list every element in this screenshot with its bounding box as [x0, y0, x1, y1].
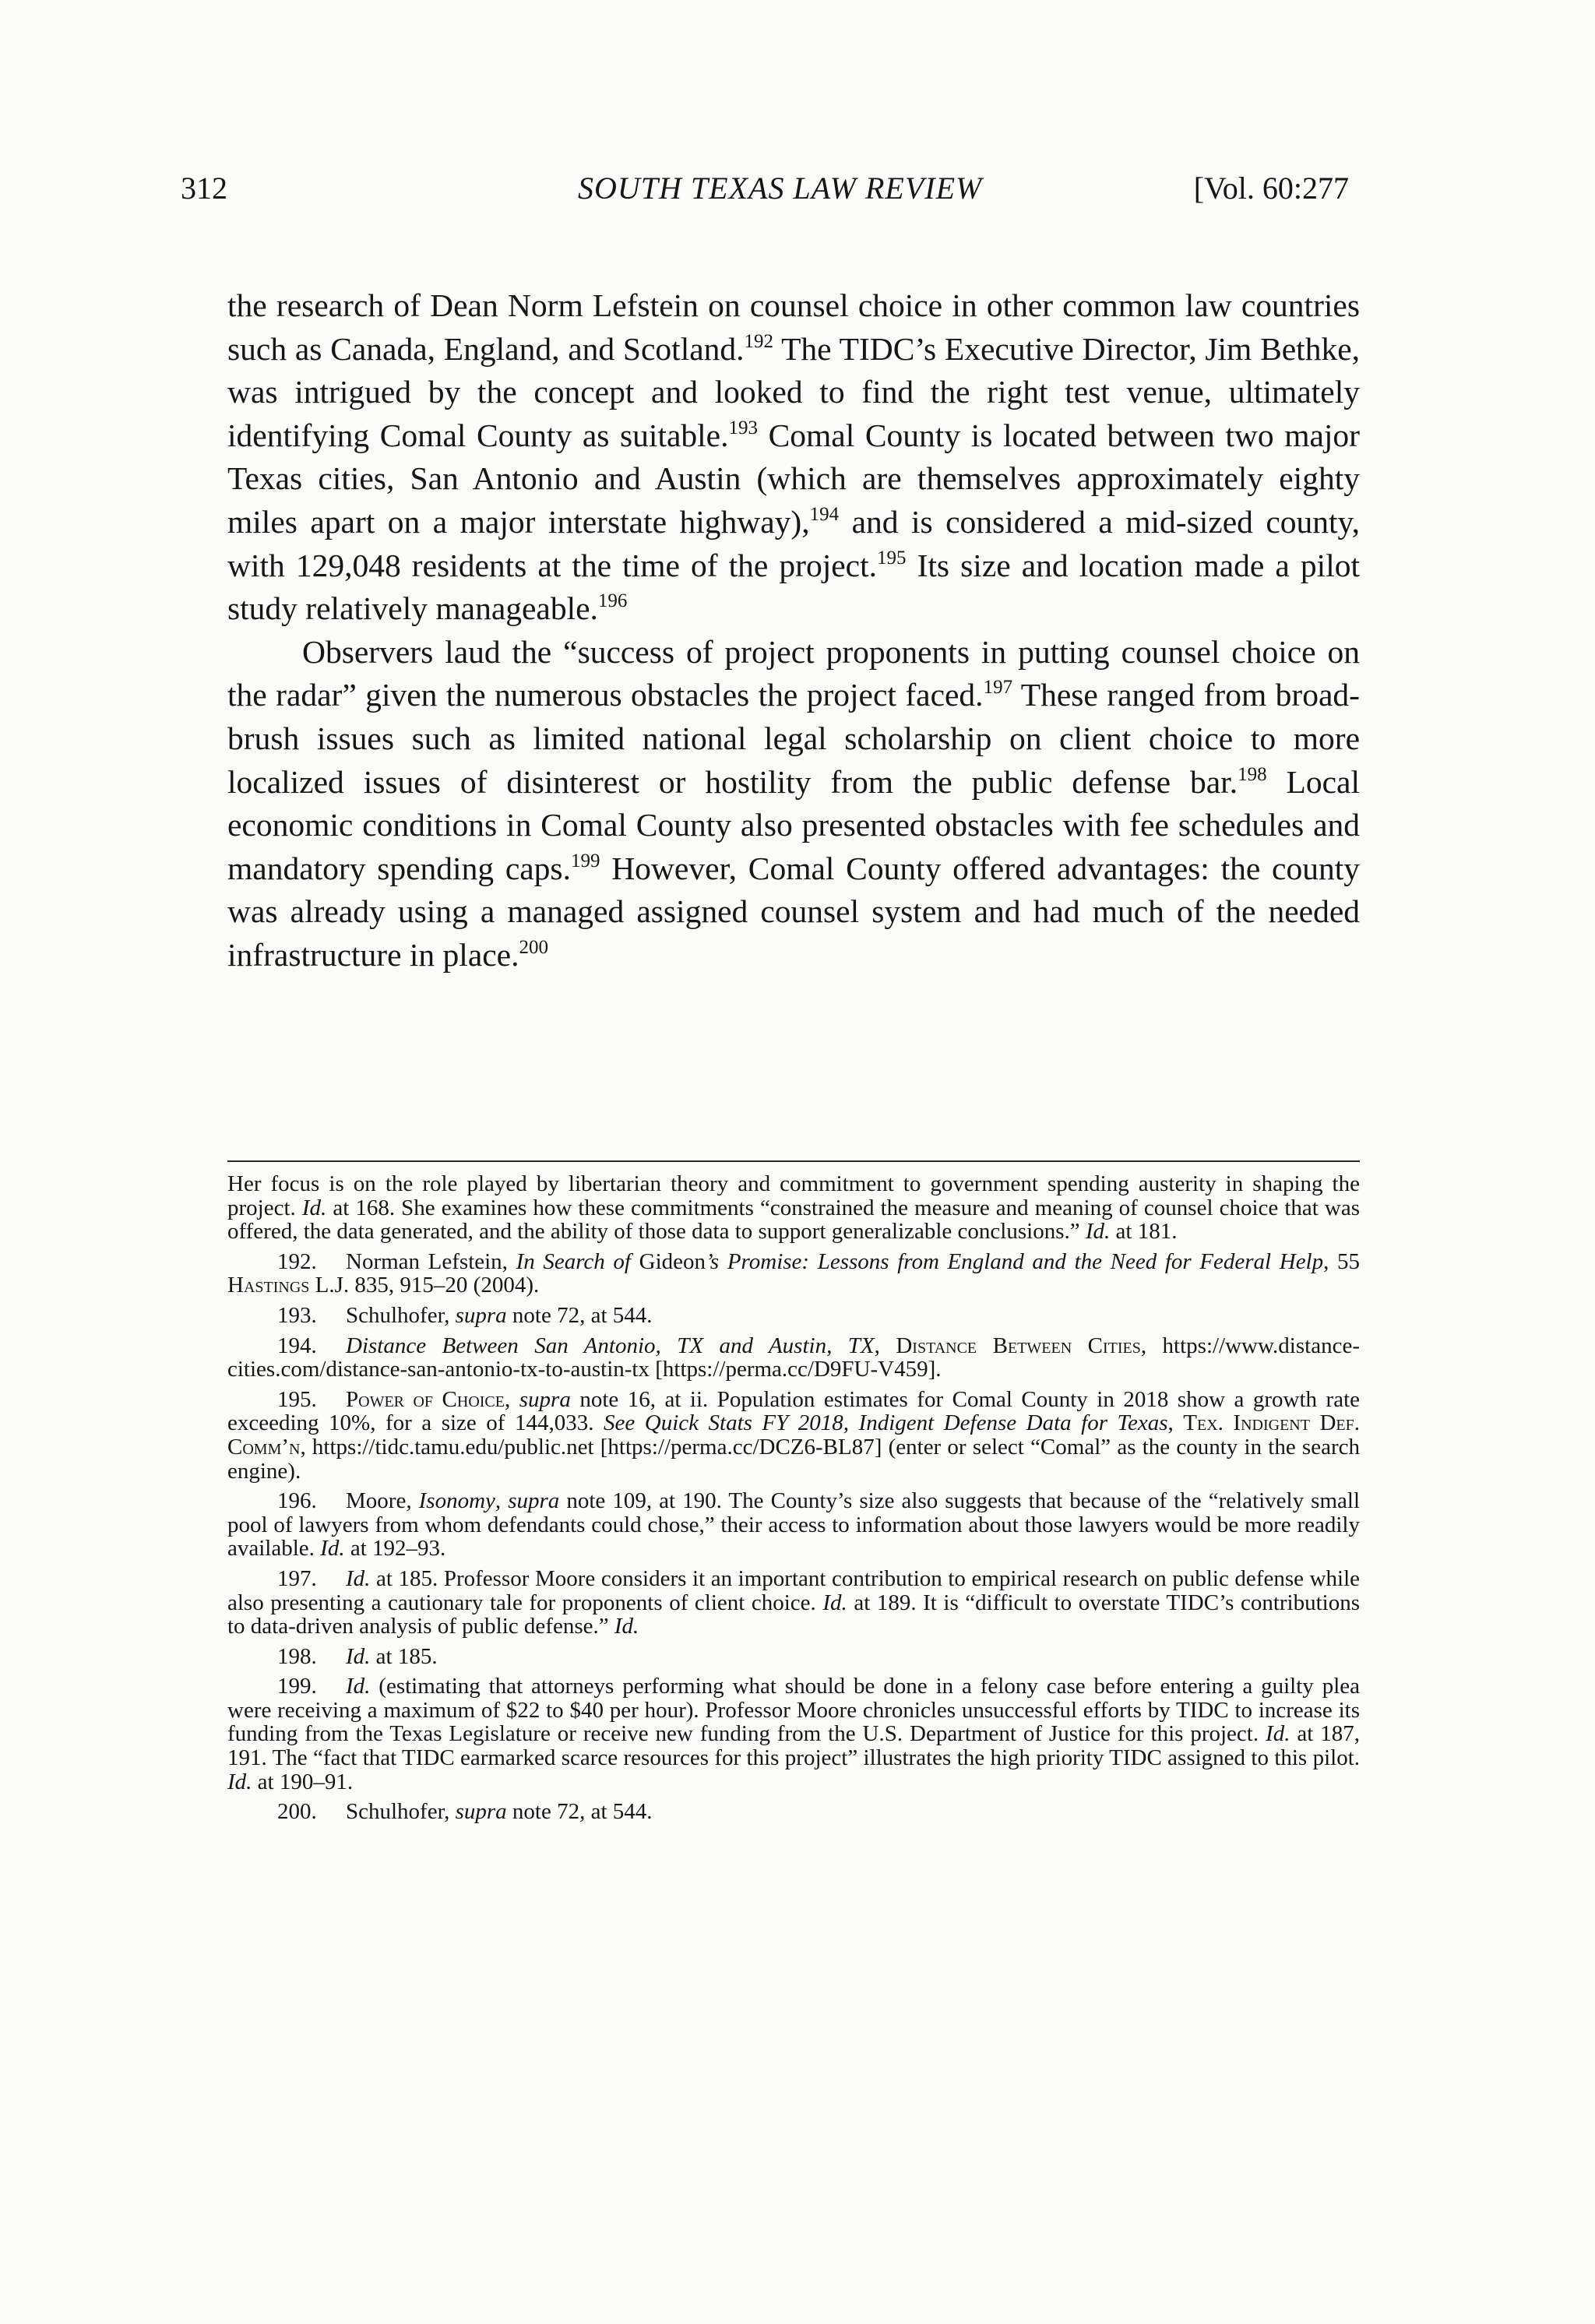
text-run: Norman Lefstein, [346, 1248, 516, 1274]
footnote-ref-196: 196 [597, 590, 628, 612]
text-run: supra [508, 1488, 560, 1514]
text-run: Id. [227, 1769, 252, 1794]
text-run: See Quick Stats FY 2018, Indigent Defense Data for Texas [604, 1410, 1168, 1436]
text-run: Her focus is on the role played by libertarian theory and commitment to government spending austerity in shaping the project. [227, 1171, 1360, 1220]
text-run: Id. [614, 1614, 639, 1639]
text-run: The TIDC’s Executive Director, Jim Bethke, was intrigued by the concept and looked to find the right test venue, ultimately identifying Comal County as suitable. [227, 330, 1361, 453]
text-run: and is considered a mid-sized county, with 129,048 residents at the time of the project. [227, 503, 1360, 583]
text-run: supra [455, 1799, 507, 1825]
footnote-194 [227, 1334, 1360, 1382]
text-run: supra [519, 1386, 571, 1412]
footnote-193 [227, 1304, 1360, 1328]
main-text [227, 284, 1360, 977]
text-run: Id. [346, 1565, 371, 1591]
footnote-199 [227, 1674, 1360, 1794]
footnote-197 [227, 1567, 1360, 1639]
text-run: the research of Dean Norm Lefstein on counsel choice in other common law countries such as Canada, England, and Scotland. [227, 287, 1360, 367]
footnote-divider [227, 1160, 1360, 1162]
footnote-192 [227, 1250, 1360, 1298]
text-run: Schulhofer, [346, 1302, 456, 1328]
text-run: 196. [277, 1488, 317, 1514]
footnote-ref-200: 200 [519, 936, 548, 958]
footnote-ref-197: 197 [983, 677, 1013, 699]
text-run: L.J. 835, 915–20 (2004). [309, 1273, 540, 1298]
text-run: note 72, at 544. [506, 1799, 653, 1825]
text-run: Distance Between San Antonio, TX and Austin, TX [346, 1333, 875, 1358]
footnote-continued [227, 1172, 1360, 1244]
text-run: 194. [277, 1333, 317, 1358]
text-run: 200. [277, 1799, 317, 1825]
footnote-ref-199: 199 [570, 850, 600, 872]
footnote-195 [227, 1388, 1360, 1483]
footnote-200 [227, 1800, 1360, 1824]
journal-title: SOUTH TEXAS LAW REVIEW [578, 171, 983, 206]
text-run: Id. [1085, 1219, 1111, 1245]
page-number: 312 [181, 171, 227, 206]
text-run: 193. [277, 1302, 317, 1328]
text-run: at 189. It is “difficult to overstate TIDC’s contributions to data-driven analysis of public defense.” [227, 1590, 1361, 1639]
footnote-ref-192: 192 [744, 330, 774, 352]
text-run: at 192–93. [344, 1536, 446, 1562]
text-run: ’s Promise: Lessons from England and the Need for Federal Help [706, 1248, 1324, 1274]
text-run: at 168. She examines how these commitments “constrained the measure and meaning of counsel choice that was offered, the data generated, and the ability of those data to support generalizable conclusions.” [227, 1195, 1360, 1245]
text-run: , [505, 1386, 519, 1412]
text-run: However, Comal County offered advantages: the county was already using a managed assigned counsel system and had much of the needed infrastructure in place. [227, 850, 1360, 973]
text-run: Id. [346, 1643, 371, 1669]
text-run: 197. [277, 1565, 317, 1591]
text-run: 199. [277, 1674, 317, 1699]
text-run: Gideon [639, 1248, 706, 1274]
text-run: Isonomy [418, 1488, 495, 1514]
footnote-196 [227, 1489, 1360, 1561]
text-run: Its size and location made a pilot study relatively manageable. [227, 547, 1361, 627]
text-run: at 185. [370, 1643, 438, 1669]
text-run: In Search of [516, 1248, 639, 1274]
text-run: 195. [277, 1386, 317, 1412]
text-run: Schulhofer, [346, 1799, 456, 1825]
footnote-ref-198: 198 [1238, 763, 1267, 785]
text-run: note 16, at ii. Population estimates for Comal County in 2018 show a growth rate exceeding 10%, for a size of 144,033. [227, 1386, 1361, 1436]
text-run: Tex. Indigent Def. Comm’n [227, 1410, 1360, 1460]
text-run: Id. [1266, 1721, 1290, 1747]
text-run: These ranged from broad-brush issues such as limited national legal scholarship on client choice to more localized issues of disinterest or hostility from the public defense bar. [227, 677, 1360, 800]
footnote-ref-195: 195 [877, 547, 907, 569]
text-run: , [495, 1488, 509, 1514]
running-header [181, 165, 1349, 212]
text-run: Moore, [346, 1488, 419, 1514]
text-run: at 187, 191. The “fact that TIDC earmarked scarce resources for this project” illustrates the high priority TIDC assigned to this pilot. [227, 1721, 1360, 1771]
text-run: Comal County is located between two major Texas cities, San Antonio and Austin (which are themselves approximately eighty miles apart on a major interstate highway), [227, 417, 1360, 540]
text-run: 198. [277, 1643, 317, 1669]
text-run: Hastings [227, 1273, 310, 1298]
volume-citation: [Vol. 60:277 [1193, 171, 1349, 206]
text-run: Id. [346, 1674, 371, 1699]
text-run: Observers laud the “success of project proponents in putting counsel choice on the radar” given the numerous obstacles the project faced. [227, 633, 1360, 713]
text-run: note 72, at 544. [506, 1302, 653, 1328]
text-run: (estimating that attorneys performing what should be done in a felony case before entering a guilty plea were receiving a maximum of $22 to $40 per hour). Professor Moore chronicles unsuccessful efforts by TIDC to increase its funding from the Texas Legislature or receive new funding from the U.S. Department of Justice for this project. [227, 1674, 1360, 1747]
text-run: , https://tidc.tamu.edu/public.net [https://perma.cc/DCZ6-BL87] (enter or select “Comal” as the county in the search engine). [227, 1434, 1360, 1484]
text-run: Power of Choice [346, 1386, 505, 1412]
text-run: Local economic conditions in Comal County also presented obstacles with fee schedules and mandatory spending caps. [227, 763, 1360, 886]
footnotes [227, 1172, 1360, 1830]
text-run: Distance Between Cities [896, 1333, 1141, 1358]
text-run: Id. [301, 1195, 327, 1220]
text-run: , 55 [1323, 1248, 1361, 1274]
text-run: at 185. Professor Moore considers it an important contribution to empirical research on public defense while also presenting a cautionary tale for proponents of client choice. [227, 1565, 1360, 1615]
paragraph-2 [227, 631, 1360, 977]
text-run: at 190–91. [252, 1769, 354, 1794]
text-run: at 181. [1110, 1219, 1178, 1245]
text-run: Id. [822, 1590, 847, 1615]
text-run: , [874, 1333, 896, 1358]
text-run: Id. [320, 1536, 345, 1562]
footnote-198 [227, 1645, 1360, 1669]
text-run: , https://www.distance-cities.com/distance-san-antonio-tx-to-austin-tx [https://perma.cc/D9FU-V459]. [227, 1333, 1360, 1382]
footnote-ref-194: 194 [809, 503, 840, 525]
text-run: , [1167, 1410, 1184, 1436]
footnote-ref-193: 193 [728, 417, 758, 438]
paragraph-1 [227, 284, 1360, 631]
text-run: note 109, at 190. The County’s size also suggests that because of the “relatively small pool of lawyers from whom defendants could chose,” their access to information about those lawyers would be more readily available. [227, 1488, 1360, 1562]
text-run: supra [455, 1302, 507, 1328]
text-run: 192. [277, 1248, 317, 1274]
